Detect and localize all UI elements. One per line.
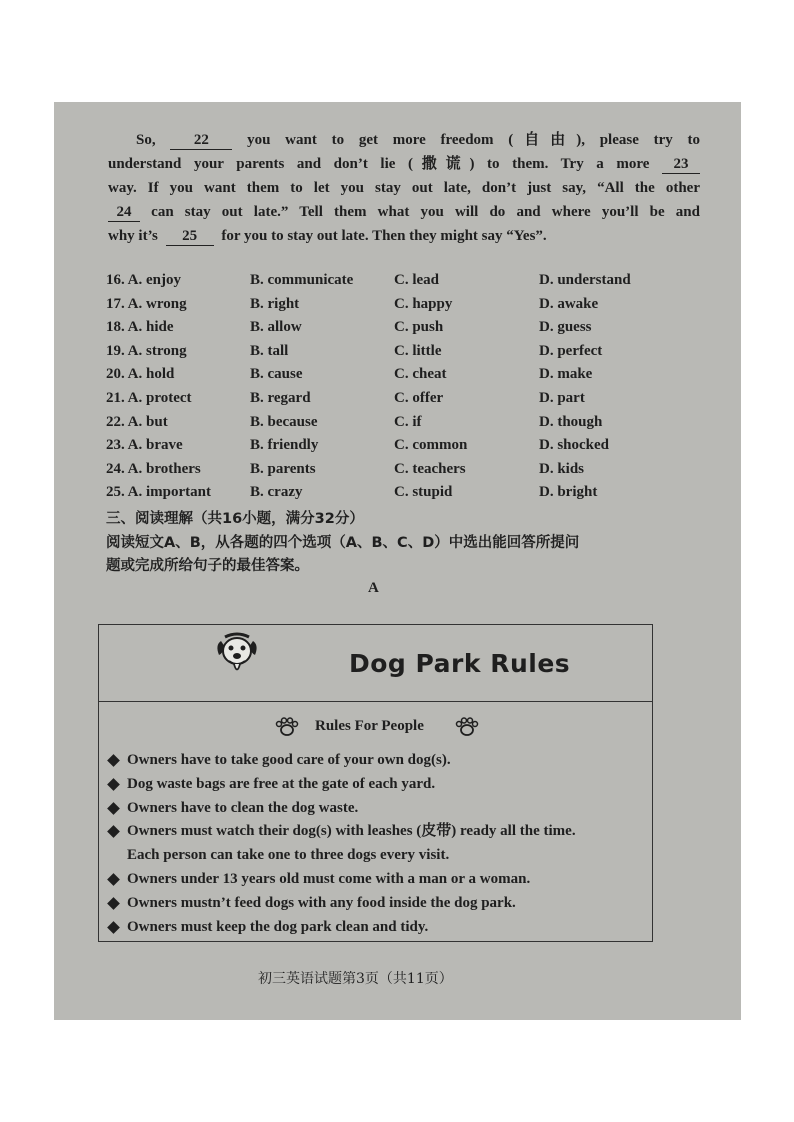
option-a: 20. A. hold — [106, 366, 175, 383]
diamond-bullet-icon — [107, 873, 120, 886]
option-c: C. teachers — [394, 460, 466, 477]
option-a: 19. A. strong — [106, 342, 187, 359]
section-instructions: 阅读短文A、B，从各题的四个选项（A、B、C、D）中选出能回答所提问 — [106, 535, 580, 551]
diamond-bullet-icon — [107, 754, 120, 767]
passage-text: for you to stay out late. Then they might say “Yes”. — [221, 228, 547, 244]
option-b: B. regard — [250, 389, 311, 406]
option-d: D. make — [539, 366, 593, 383]
option-c: C. happy — [394, 295, 453, 312]
option-d: D. kids — [539, 460, 585, 477]
rules-subtitle — [269, 715, 489, 739]
diamond-bullet-icon — [107, 897, 120, 910]
option-c: C. lead — [394, 272, 439, 288]
passage-text: understand your parents and don’t lie (撒谎) to them. Try a more — [108, 156, 650, 172]
rule-item — [109, 892, 649, 916]
option-b: B. communicate — [250, 272, 354, 288]
option-row — [106, 387, 706, 411]
blank-24: 24 — [108, 203, 140, 222]
option-d: D. though — [539, 413, 603, 430]
passage-text: way. If you want them to let you stay out late, don’t just say, “All the other — [108, 180, 700, 196]
page-footer: 初三英语试题第3页（共11页） — [258, 971, 453, 987]
option-c: C. offer — [394, 389, 444, 406]
option-d: D. guess — [539, 319, 592, 336]
rule-text: Owners must watch their dog(s) with leashes (皮带) ready all the time. — [127, 823, 576, 840]
rules-list — [109, 749, 649, 939]
dog-park-rules-box — [98, 624, 653, 942]
option-row — [106, 316, 706, 340]
rule-item — [109, 916, 649, 940]
option-c: C. if — [394, 413, 422, 430]
option-d: D. understand — [539, 272, 631, 288]
rule-text: Owners have to take good care of your own dog(s). — [127, 752, 451, 768]
passage-line — [108, 176, 700, 200]
passage-text: can stay out late.” Tell them what you will do and where you’ll be and — [151, 204, 700, 220]
rules-box-title: Dog Park Rules — [349, 649, 571, 678]
rule-text: Owners under 13 years old must come with a man or a woman. — [127, 870, 531, 887]
diamond-bullet-icon — [107, 826, 120, 839]
option-d: D. bright — [539, 484, 598, 501]
exam-page — [54, 102, 741, 1020]
rule-item — [109, 868, 649, 892]
option-row — [106, 269, 706, 293]
passage-line — [108, 200, 700, 224]
option-row — [106, 434, 706, 458]
option-a: 18. A. hide — [106, 319, 174, 336]
option-c: C. push — [394, 319, 444, 336]
blank-23: 23 — [662, 155, 700, 174]
option-b: B. right — [250, 295, 300, 312]
option-a: 22. A. but — [106, 413, 168, 430]
option-row — [106, 411, 706, 435]
option-a: 25. A. important — [106, 484, 211, 501]
rule-text: Dog waste bags are free at the gate of each yard. — [127, 775, 436, 792]
option-c: C. stupid — [394, 484, 453, 501]
paw-icon — [455, 717, 479, 737]
rules-box-header — [99, 625, 652, 702]
blank-25: 25 — [166, 227, 214, 246]
option-b: B. tall — [250, 342, 289, 359]
option-row — [106, 293, 706, 317]
diamond-bullet-icon — [107, 778, 120, 791]
option-c: C. cheat — [394, 366, 447, 383]
option-b: B. crazy — [250, 484, 303, 501]
section-instructions-cont: 题或完成所给句子的最佳答案。 — [106, 558, 309, 574]
rule-text: Owners mustn’t feed dogs with any food inside the dog park. — [127, 894, 516, 911]
option-a: 16. A. enjoy — [106, 272, 181, 288]
rule-item — [109, 749, 649, 773]
blank-22: 22 — [170, 131, 232, 150]
option-d: D. part — [539, 389, 585, 406]
passage-line — [108, 152, 700, 176]
option-row — [106, 340, 706, 364]
option-c: C. common — [394, 437, 468, 454]
option-d: D. awake — [539, 295, 599, 312]
passage-line — [108, 224, 700, 248]
dog-face-icon — [215, 631, 259, 681]
option-b: B. allow — [250, 319, 302, 336]
passage-label: A — [368, 580, 379, 596]
options-table — [106, 269, 706, 505]
option-d: D. perfect — [539, 342, 603, 359]
cloze-passage — [108, 128, 700, 248]
rule-text: Each person can take one to three dogs every visit. — [127, 847, 450, 864]
rule-item — [109, 773, 649, 797]
passage-line — [108, 128, 700, 152]
option-b: B. parents — [250, 460, 316, 477]
rules-subtitle-text: Rules For People — [315, 718, 424, 734]
rule-item-continued — [109, 844, 649, 868]
section-heading: 三、阅读理解（共16小题，满分32分） — [106, 511, 364, 527]
option-row — [106, 363, 706, 387]
option-a: 23. A. brave — [106, 437, 183, 454]
option-c: C. little — [394, 342, 442, 359]
option-a: 24. A. brothers — [106, 460, 201, 477]
rule-item — [109, 797, 649, 821]
passage-text: you want to get more freedom (自由), please try to — [247, 132, 701, 148]
option-a: 21. A. protect — [106, 389, 192, 406]
option-d: D. shocked — [539, 437, 610, 454]
option-b: B. because — [250, 413, 318, 430]
rule-text: Owners have to clean the dog waste. — [127, 799, 359, 816]
paw-icon — [275, 717, 299, 737]
passage-text: So, — [136, 132, 156, 148]
rule-item — [109, 820, 649, 844]
passage-text: why it’s — [108, 228, 158, 244]
rule-text: Owners must keep the dog park clean and tidy. — [127, 918, 429, 935]
option-row — [106, 458, 706, 482]
option-a: 17. A. wrong — [106, 295, 187, 312]
diamond-bullet-icon — [107, 802, 120, 815]
option-row — [106, 481, 706, 505]
option-b: B. cause — [250, 366, 303, 383]
diamond-bullet-icon — [107, 921, 120, 934]
option-b: B. friendly — [250, 437, 319, 454]
